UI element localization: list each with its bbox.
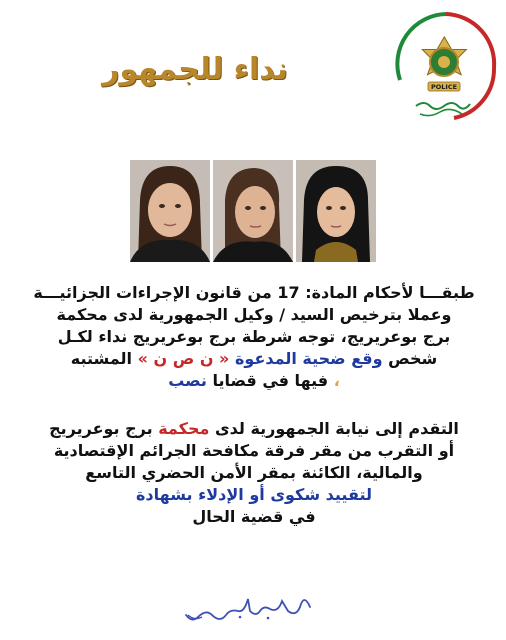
notice-line-8: والمالية، الكائنة بمقر الأمن الحضري التاسع: [85, 463, 423, 482]
photo-strip: [130, 160, 376, 262]
notice-line-4: شخص وقع ضحية المدعوة « ن ص ن » المشتبه: [70, 349, 438, 368]
signature-calligraphy: [170, 585, 320, 625]
notice-line-9: لتقييد شكوى أو الإدلاء بشهادة: [135, 485, 373, 504]
notice-line-10: في قضية الحال: [192, 507, 316, 526]
notice-body: [20, 282, 488, 528]
suspect-photo-2: [213, 160, 293, 262]
notice-line-7: أو التقرب من مقر فرقة مكافحة الجرائم الإقتصادية: [53, 441, 455, 460]
notice-line-3: برج بوعريريج، توجه شرطة برج بوعريريج نداء لكـل: [57, 327, 451, 346]
suspect-photo-3: [296, 160, 376, 262]
notice-line-5: ، فيها في قضايا نصب: [168, 371, 340, 390]
notice-line-6: التقدم إلى نيابة الجمهورية لدى محكمة برج بوعريريج: [49, 419, 459, 438]
police-emblem-icon: [394, 10, 498, 140]
notice-line-1: طبقـــا لأحكام المادة: 17 من قانون الإجراءات الجزائيـــة: [33, 283, 475, 302]
page-title: نداء للجمهور: [102, 52, 288, 87]
svg-text:POLICE: POLICE: [430, 83, 458, 91]
notice-line-2: وعملا بترخيص السيد / وكيل الجمهورية لدى محكمة: [56, 305, 452, 324]
suspect-photo-1: [130, 160, 210, 262]
